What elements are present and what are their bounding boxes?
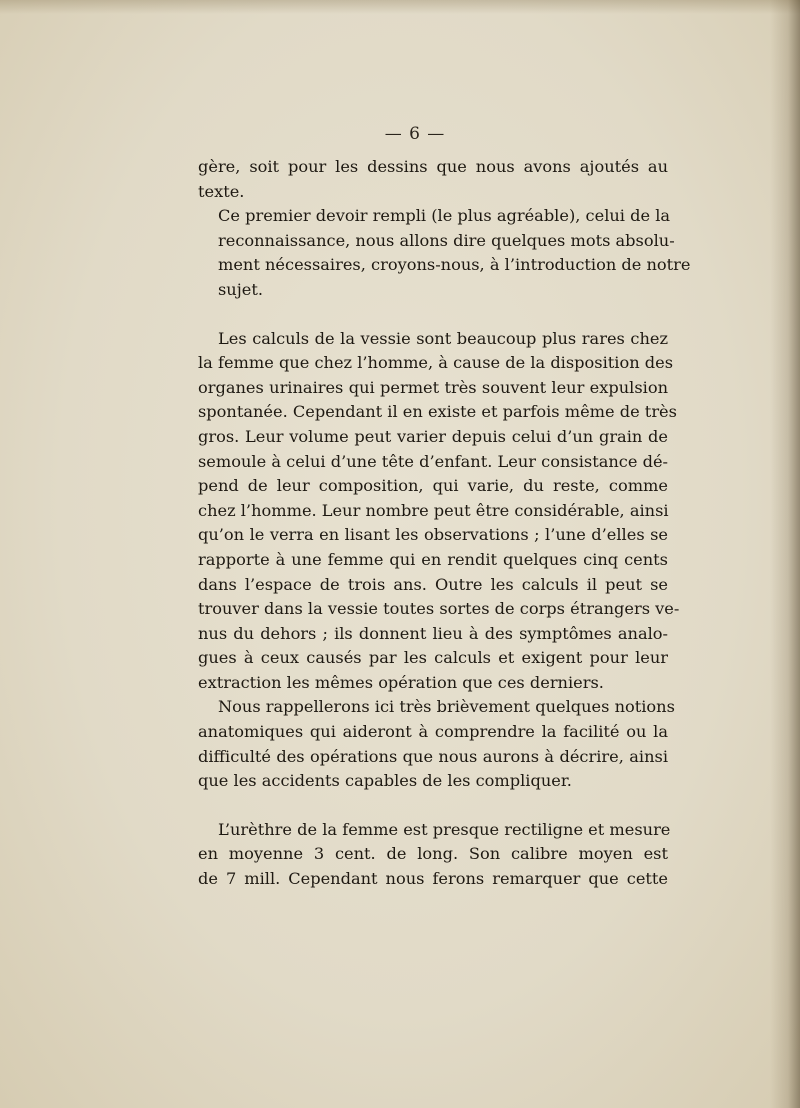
text-line: que les accidents capables de les compliquer.: [198, 771, 572, 791]
paragraph-5: [198, 818, 671, 892]
text-line: gues à ceux causés par les calculs et exigent pour leur: [198, 648, 668, 668]
paragraph-1: [198, 155, 668, 204]
text-line: de 7 mill. Cependant nous ferons remarquer que cette: [198, 869, 668, 889]
paragraph-2: [198, 204, 691, 302]
text-line: qu’on le verra en lisant les observations ; l’une d’elles se: [198, 525, 668, 545]
text-line: trouver dans la vessie toutes sortes de corps étrangers ve-: [198, 599, 680, 619]
text-line: Nous rappellerons ici très brièvement quelques notions: [218, 697, 675, 717]
text-line: la femme que chez l’homme, à cause de la disposition des: [198, 353, 674, 373]
page-spine-shadow: [770, 0, 800, 1108]
text-line: difficulté des opérations que nous aurons à décrire, ainsi: [198, 746, 668, 766]
text-line: organes urinaires qui permet très souvent leur expulsion: [198, 377, 668, 397]
page-top-edge: [0, 0, 800, 14]
text-line: anatomiques qui aideront à comprendre la facilité ou la: [198, 722, 668, 742]
text-line: Les calculs de la vessie sont beaucoup plus rares chez: [218, 328, 668, 348]
text-line: dans l’espace de trois ans. Outre les calculs il peut se: [198, 574, 668, 594]
paragraph-3: [198, 327, 680, 696]
text-line: semoule à celui d’une tête d’enfant. Leur consistance dé-: [198, 451, 668, 471]
paragraph-4: [198, 695, 675, 793]
text-line: chez l’homme. Leur nombre peut être considérable, ainsi: [198, 500, 669, 520]
text-line: en moyenne 3 cent. de long. Son calibre moyen est: [198, 844, 668, 864]
text-line: extraction les mêmes opération que ces derniers.: [198, 672, 604, 692]
text-line: spontanée. Cependant il en existe et parfois même de très: [198, 402, 677, 422]
text-line: texte.: [198, 181, 245, 201]
text-line: pend de leur composition, qui varie, du reste, comme: [198, 476, 668, 496]
page-number: — 6 —: [384, 124, 446, 144]
text-line: rapporte à une femme qui en rendit quelques cinq cents: [198, 549, 668, 569]
text-line: gros. Leur volume peut varier depuis celui d’un grain de: [198, 426, 668, 446]
text-line: ment nécessaires, croyons-nous, à l’introduction de notre: [218, 255, 691, 275]
text-line: reconnaissance, nous allons dire quelques mots absolu-: [218, 230, 675, 250]
text-line: Ce premier devoir rempli (le plus agréable), celui de la: [218, 206, 671, 226]
text-line: gère, soit pour les dessins que nous avons ajoutés au: [198, 157, 668, 176]
text-line: sujet.: [218, 279, 263, 299]
text-line: L’urèthre de la femme est presque rectiligne et mesure: [218, 819, 671, 839]
body-text: [198, 155, 691, 892]
text-line: nus du dehors ; ils donnent lieu à des symptômes analo-: [198, 623, 668, 643]
